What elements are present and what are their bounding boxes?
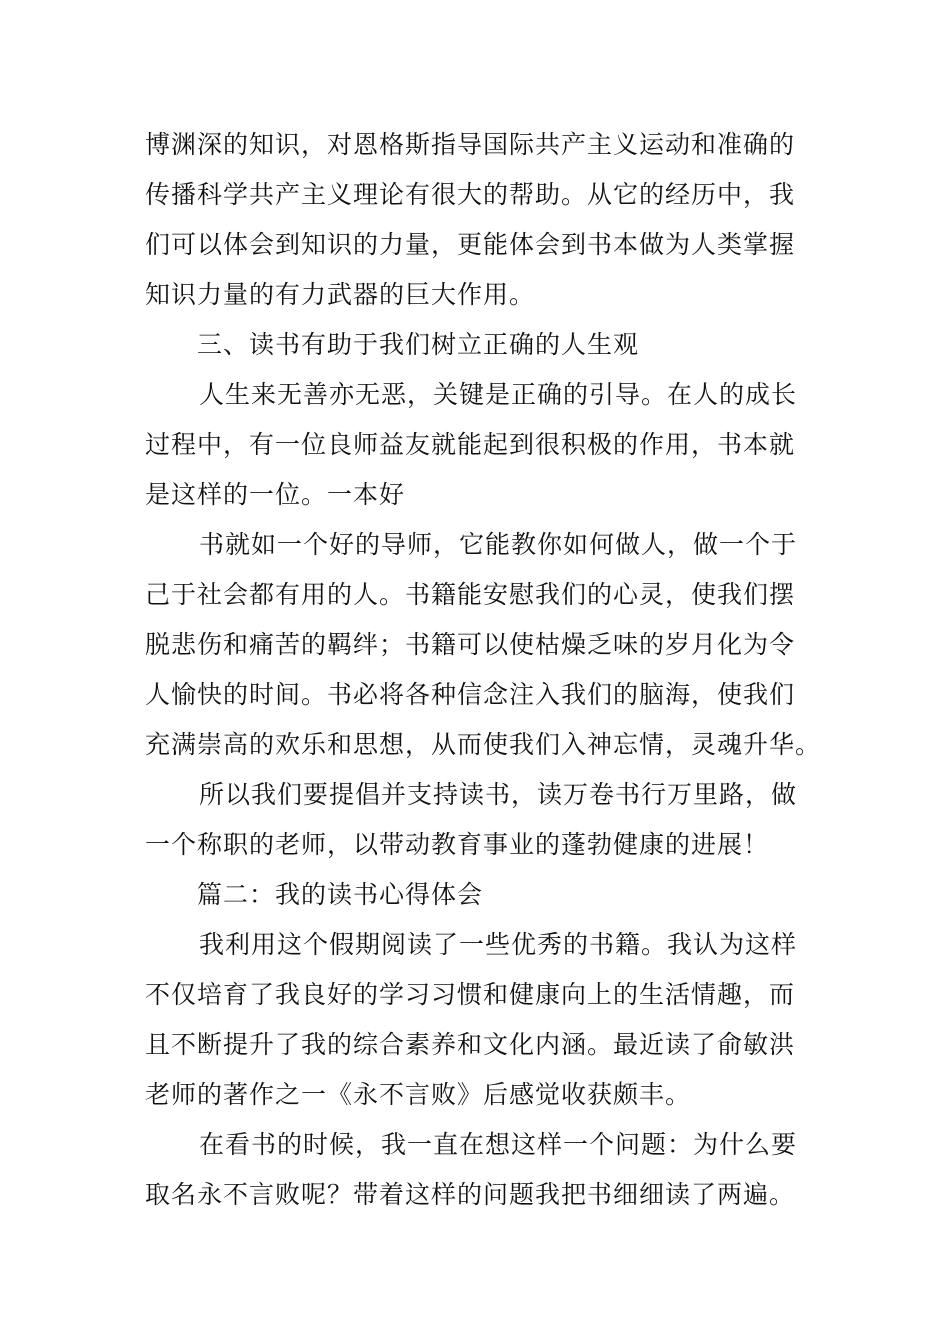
text-line: 一个称职的老师，以带动教育事业的蓬勃健康的进展！ (145, 830, 770, 859)
text-line: 传播科学共产主义理论有很大的帮助。从它的经历中，我 (145, 180, 796, 209)
document-body (145, 120, 825, 1220)
section-heading: 篇二：我的读书心得体会 (197, 880, 484, 909)
text-line: 且不断提升了我的综合素养和文化内涵。最近读了俞敏洪 (145, 1030, 796, 1059)
text-line: 在看书的时候，我一直在想这样一个问题：为什么要 (199, 1130, 798, 1159)
text-line: 脱悲伤和痛苦的羁绊；书籍可以使枯燥乏味的岁月化为令 (145, 630, 796, 659)
text-line: 知识力量的有力武器的巨大作用。 (145, 280, 536, 309)
text-line: 书就如一个好的导师，它能教你如何做人，做一个于 (199, 530, 798, 559)
text-line: 人愉快的时间。书必将各种信念注入我们的脑海，使我们 (145, 680, 796, 709)
text-line: 充满崇高的欢乐和思想，从而使我们入神忘情，灵魂升华。 (145, 730, 822, 759)
text-line: 老师的著作之一《永不言败》后感觉收获颇丰。 (145, 1080, 692, 1109)
text-line: 取名永不言败呢？带着这样的问题我把书细细读了两遍。 (145, 1180, 796, 1209)
text-line: 不仅培育了我良好的学习习惯和健康向上的生活情趣，而 (145, 980, 796, 1009)
text-line: 过程中，有一位良师益友就能起到很积极的作用，书本就 (145, 430, 796, 459)
text-line: 人生来无善亦无恶，关键是正确的引导。在人的成长 (199, 380, 798, 409)
text-line: 我利用这个假期阅读了一些优秀的书籍。我认为这样 (199, 930, 798, 959)
text-line: 们可以体会到知识的力量，更能体会到书本做为人类掌握 (145, 230, 796, 259)
text-line: 所以我们要提倡并支持读书，读万卷书行万里路，做 (199, 780, 798, 809)
text-line: 己于社会都有用的人。书籍能安慰我们的心灵，使我们摆 (145, 580, 796, 609)
text-line: 博渊深的知识，对恩格斯指导国际共产主义运动和准确的 (145, 130, 796, 159)
section-heading: 三、读书有助于我们树立正确的人生观 (197, 330, 640, 359)
text-line: 是这样的一位。一本好 (145, 480, 406, 509)
